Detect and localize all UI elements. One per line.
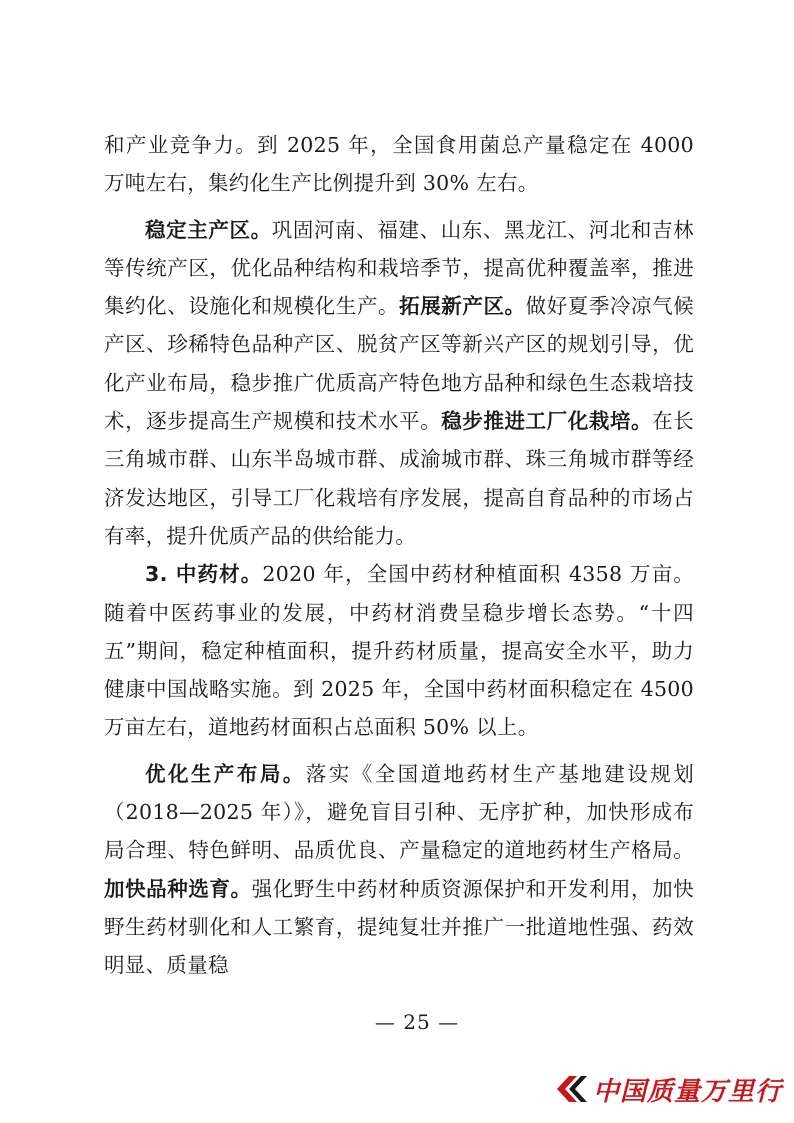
paragraph	[104, 555, 694, 746]
text-span: 巩固河南、福建、山东、黑龙江、河北和吉林等传统产区，优化品种结构和栽培季节，提高优种覆盖率，推进集约化、设施化和规模化生产。	[104, 217, 694, 319]
paragraph	[104, 755, 694, 985]
text-span: 做好夏季冷凉气候产区、珍稀特色品种产区、脱贫产区等新兴产区的规划引导，优化产业布局，稳步推广优质高产特色地方品种和绿色生态栽培技术，逐步提高生产规模和技术水平。	[104, 294, 694, 434]
paragraph	[104, 211, 694, 556]
text-span: 和产业竞争力。到 2025 年，全国食用菌总产量稳定在 4000 万吨左右，集约化生产比例提升到 30% 左右。	[104, 133, 694, 196]
bold-heading: 优化生产布局。	[145, 761, 306, 786]
bold-heading: 稳定主产区。	[145, 217, 272, 242]
watermark-logo	[555, 1069, 782, 1109]
bold-heading: 加快品种选育。	[104, 876, 252, 901]
page-number: — 25 —	[374, 1010, 460, 1034]
text-span: 落实《全国道地药材生产基地建设规划（2018—2025 年）》，避免盲目引种、无序扩种，加快形成布局合理、特色鲜明、品质优良、产量稳定的道地药材生产格局。	[104, 761, 694, 863]
chevron-logo-icon	[555, 1074, 589, 1104]
body-text	[104, 126, 694, 985]
text-span: 强化野生中药材种质资源保护和开发利用，加快野生药材驯化和人工繁育，提纯复壮并推广一批道地性强、药效明显、质量稳	[104, 876, 694, 978]
section-heading: 3. 中药材。	[145, 562, 263, 587]
bold-heading: 稳步推进工厂化栽培。	[441, 409, 653, 434]
text-span: 2020 年，全国中药材种植面积 4358 万亩。随着中医药事业的发展，中药材消费呈稳步增长态势。“十四五”期间，稳定种植面积，提升药材质量，提高安全水平，助力健康中国战略实施。到 2025 年，全国中药材面积稳定在 4500 万亩左右，道地药材面积占总面积 50% 以上。	[104, 562, 695, 740]
bold-heading: 拓展新产区。	[399, 294, 526, 319]
text-span: 在长三角城市群、山东半岛城市群、成渝城市群、珠三角城市群等经济发达地区，引导工厂化栽培有序发展，提高自育品种的市场占有率，提升优质产品的供给能力。	[104, 409, 694, 548]
logo-text: 中国质量万里行	[592, 1076, 782, 1107]
paragraph	[104, 126, 694, 203]
